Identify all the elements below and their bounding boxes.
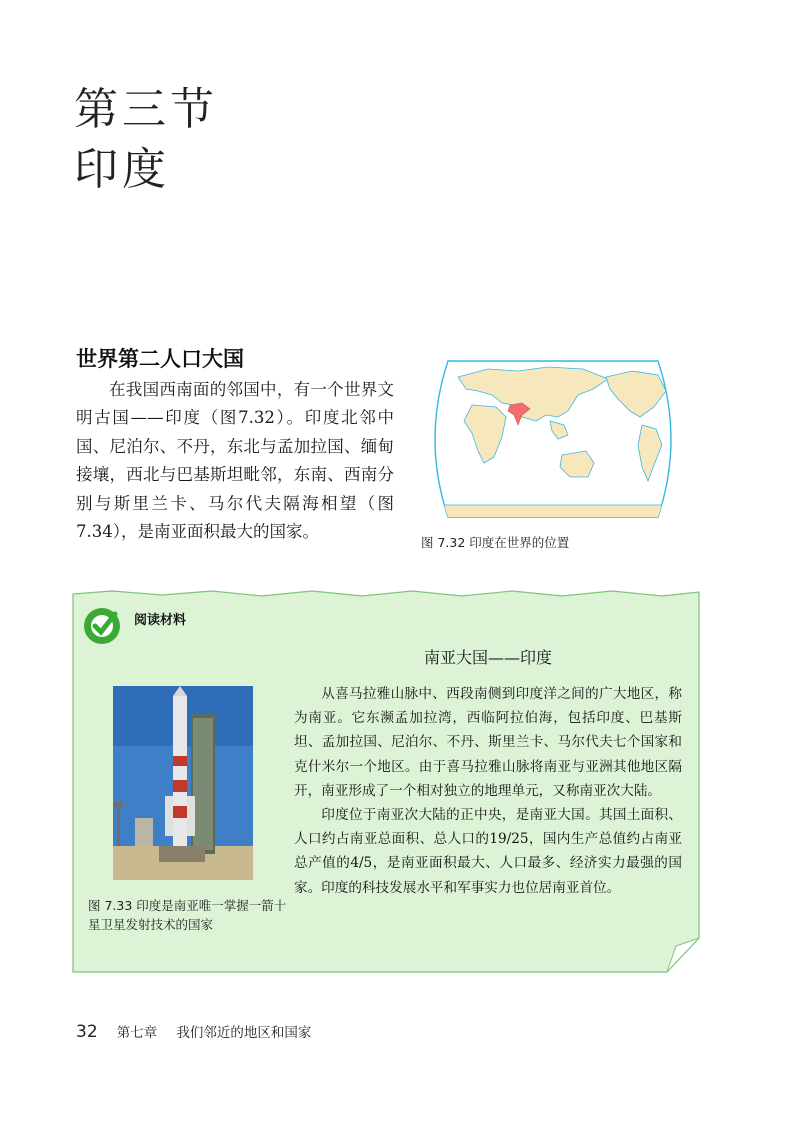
- section-number: 第三节: [74, 84, 218, 135]
- intro-text: 在我国西南面的邻国中，有一个世界文明古国——印度（图7.32）。印度北邻中国、尼泊尔、不丹，东北与孟加拉国、缅甸接壤，西北与巴基斯坦毗邻，东南、西南分别与斯里兰卡、马尔代夫隔海相望（图7.34），是南亚面积最大的国家。: [76, 380, 394, 542]
- page-footer: [76, 1021, 311, 1042]
- landmass-antarctica: [428, 505, 678, 523]
- section-heading: 世界第二人口大国: [76, 347, 244, 371]
- reading-paragraph: 印度位于南亚次大陆的正中央，是南亚大国。其国土面积、人口约占南亚总面积、总人口的19/25，国内生产总值约占南亚总产值的4/5，是南亚面积最大、人口最多、经济实力最强的国家。印度的科技发展水平和军事实力也位居南亚首位。: [294, 807, 682, 896]
- chapter-name: 我们邻近的地区和国家: [176, 1025, 312, 1041]
- page-title: 印度: [74, 144, 170, 195]
- world-map-figure: [418, 355, 688, 523]
- reading-check-icon: [82, 606, 122, 646]
- chapter-title: [74, 80, 218, 200]
- page-number: 32: [76, 1022, 98, 1042]
- reading-paragraph: 从喜马拉雅山脉中、西段南侧到印度洋之间的广大地区，称为南亚。它东濒孟加拉湾，西临阿拉伯海，包括印度、巴基斯坦、孟加拉国、尼泊尔、不丹、斯里兰卡、马尔代夫七个国家和克什米尔一个地区。由于喜马拉雅山脉将南亚与亚洲其他地区隔开，南亚形成了一个相对独立的地理单元，又称南亚次大陆。: [294, 686, 682, 799]
- reading-title: 南亚大国——印度: [424, 648, 553, 667]
- intro-paragraph: [76, 376, 394, 546]
- chapter-label: 第七章: [116, 1025, 158, 1041]
- world-map-image: [418, 355, 688, 523]
- map-caption: 图 7.32 印度在世界的位置: [421, 535, 570, 550]
- reading-text: [294, 682, 682, 900]
- rocket-caption: 图 7.33 印度是南亚唯一掌握一箭十星卫星发射技术的国家: [88, 898, 287, 932]
- rocket-photo: [113, 686, 253, 880]
- reading-label: 阅读材料: [134, 613, 187, 628]
